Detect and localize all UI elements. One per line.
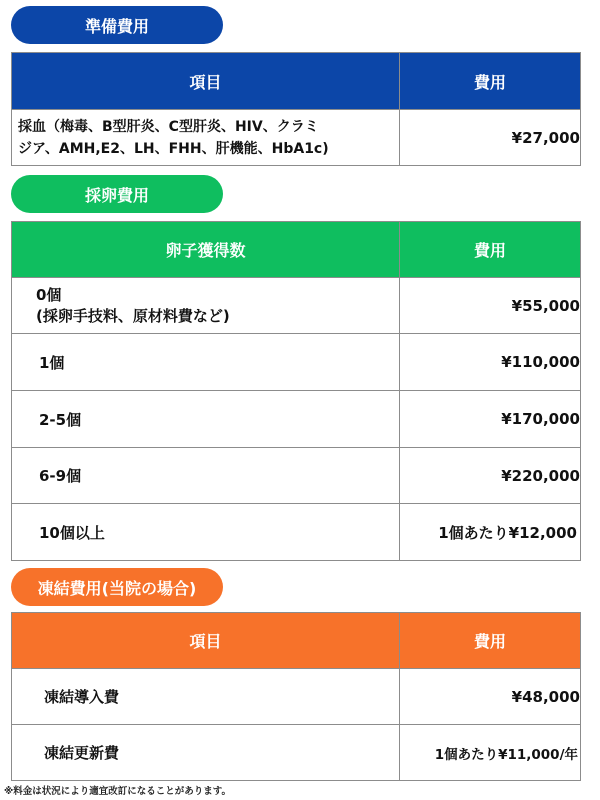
table-row — [12, 391, 581, 448]
freeze-cost-table — [11, 612, 581, 781]
table-row — [12, 725, 581, 781]
freeze-item-label: 凍結更新費 — [12, 725, 400, 781]
retrieval-item-sub: (採卵手技料、原材料費など) — [36, 306, 230, 325]
retrieval-header-item: 卵子獲得数 — [12, 222, 400, 278]
retrieval-section-title: 採卵費用 — [11, 175, 223, 213]
retrieval-cost-cell: ¥170,000 — [400, 391, 581, 448]
retrieval-cost-cell: ¥110,000 — [400, 334, 581, 391]
retrieval-cost-cell: ¥220,000 — [400, 448, 581, 504]
prep-header-item: 項目 — [12, 53, 400, 110]
retrieval-cost-table — [11, 221, 581, 561]
retrieval-item-label: 0個 — [36, 285, 62, 304]
freeze-cost-cell: ¥48,000 — [400, 669, 581, 725]
table-row — [12, 110, 581, 166]
retrieval-item-cell — [12, 278, 400, 334]
prep-section-title: 準備費用 — [11, 6, 223, 44]
freeze-cost-cell: 1個あたり¥11,000/年 — [400, 725, 581, 781]
table-row — [12, 448, 581, 504]
prep-cost-cell: ¥27,000 — [400, 110, 581, 166]
retrieval-header-cost: 費用 — [400, 222, 581, 278]
freeze-section-title: 凍結費用(当院の場合) — [11, 568, 223, 606]
retrieval-item-label: 6-9個 — [12, 448, 400, 504]
prep-cost-table — [11, 52, 581, 166]
retrieval-cost-cell: ¥55,000 — [400, 278, 581, 334]
retrieval-item-label: 1個 — [12, 334, 400, 391]
table-row — [12, 669, 581, 725]
freeze-item-label: 凍結導入費 — [12, 669, 400, 725]
prep-item-cell — [12, 110, 400, 166]
retrieval-cost-cell: 1個あたり¥12,000 — [400, 504, 581, 561]
prep-header-cost: 費用 — [400, 53, 581, 110]
freeze-header-cost: 費用 — [400, 613, 581, 669]
footnote: ※料金は状況により適宜改訂になることがあります。 — [4, 786, 231, 797]
table-row — [12, 334, 581, 391]
table-row — [12, 504, 581, 561]
retrieval-item-label: 10個以上 — [12, 504, 400, 561]
prep-item-line1: 採血（梅毒、B型肝炎、C型肝炎、HIV、クラミ — [18, 118, 319, 135]
retrieval-item-label: 2-5個 — [12, 391, 400, 448]
prep-item-line2: ジア、AMH,E2、LH、FHH、肝機能、HbA1c) — [18, 140, 329, 157]
table-row — [12, 278, 581, 334]
freeze-header-item: 項目 — [12, 613, 400, 669]
